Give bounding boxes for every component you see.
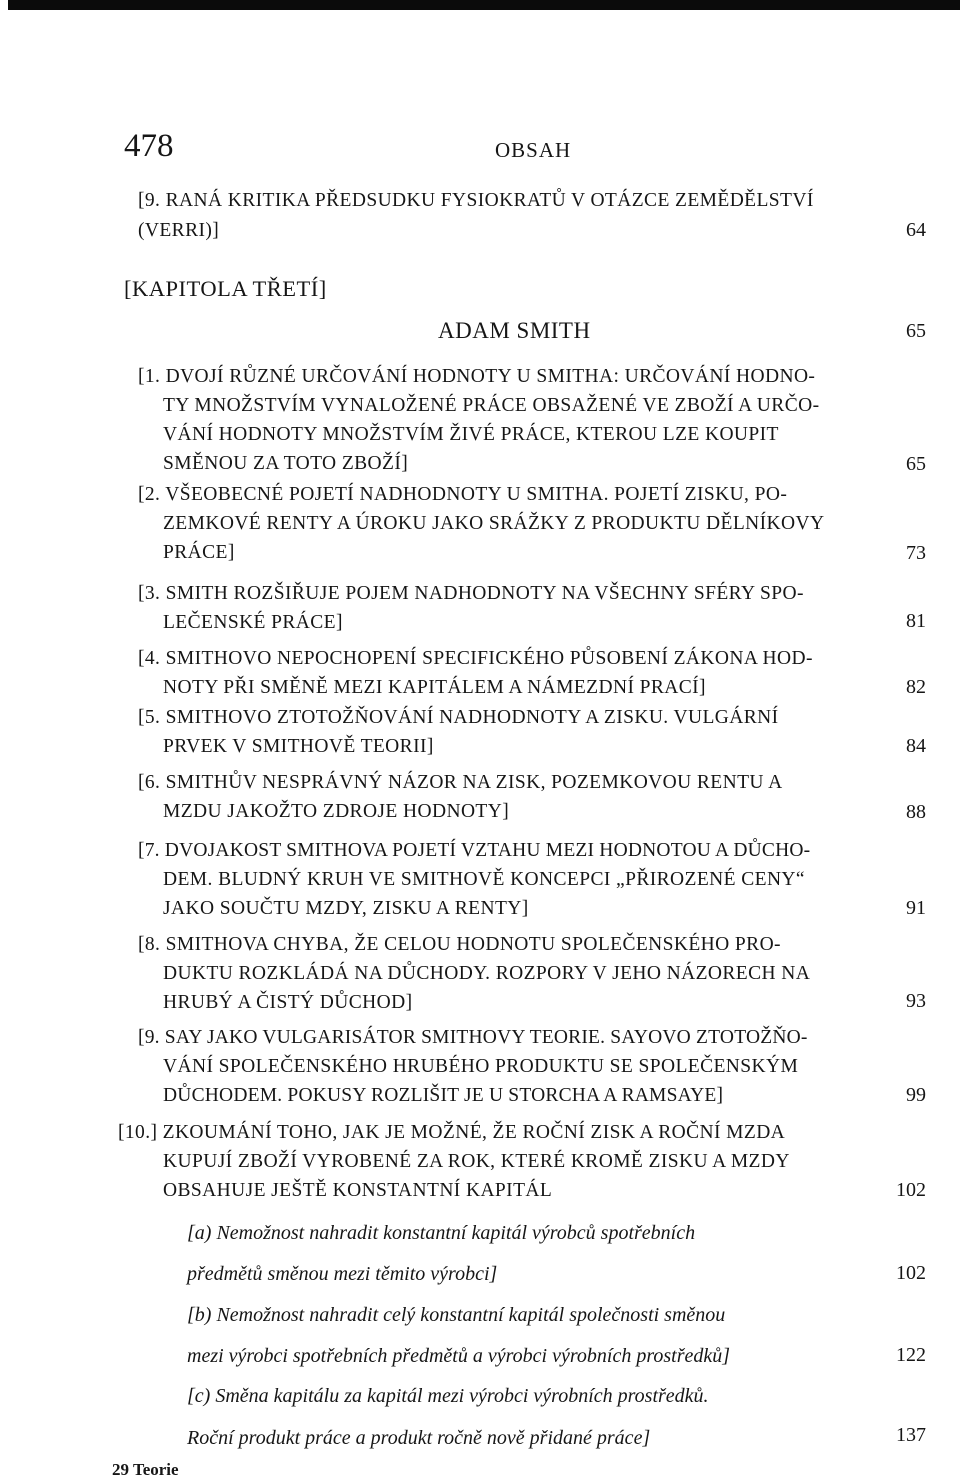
toc-line: LEČENSKÉ PRÁCE] (163, 612, 343, 633)
toc-page-number: 65 (906, 453, 926, 475)
toc-line: [9. SAY JAKO VULGARISÁTOR SMITHOVY TEORIE. SAYOVO ZTOTOŽŇO- (138, 1027, 808, 1048)
toc-line: HRUBÝ A ČISTÝ DŮCHOD] (163, 992, 413, 1013)
toc-page-number: 122 (896, 1344, 926, 1366)
toc-page-number: 93 (906, 990, 926, 1012)
toc-page-number: 99 (906, 1084, 926, 1106)
toc-line: [9. RANÁ KRITIKA PŘEDSUDKU FYSIOKRATŮ V OTÁZCE ZEMĚDĚLSTVÍ (138, 190, 814, 211)
toc-line: VÁNÍ HODNOTY MNOŽSTVÍM ŽIVÉ PRÁCE, KTEROU LZE KOUPIT (163, 424, 779, 445)
toc-page-number: 65 (906, 320, 926, 342)
toc-page-number: 81 (906, 610, 926, 632)
toc-subentry-line: [a) Nemožnost nahradit konstantní kapitál výrobců spotřebních (187, 1222, 696, 1244)
toc-page-number: 84 (906, 735, 926, 757)
toc-line: TY MNOŽSTVÍM VYNALOŽENÉ PRÁCE OBSAŽENÉ VE ZBOŽÍ A URČO- (163, 395, 820, 416)
toc-line: [6. SMITHŮV NESPRÁVNÝ NÁZOR NA ZISK, POZEMKOVOU RENTU A (138, 772, 783, 793)
toc-line: NOTY PŘI SMĚNĚ MEZI KAPITÁLEM A NÁMEZDNÍ PRACÍ] (163, 677, 706, 698)
toc-line: [10.] ZKOUMÁNÍ TOHO, JAK JE MOŽNÉ, ŽE ROČNÍ ZISK A ROČNÍ MZDA (118, 1122, 786, 1143)
chapter-heading: [KAPITOLA TŘETÍ] (124, 276, 327, 301)
toc-line: MZDU JAKOŽTO ZDROJE HODNOTY] (163, 801, 510, 822)
toc-page-number: 91 (906, 897, 926, 919)
toc-page-number: 88 (906, 801, 926, 823)
toc-line: [5. SMITHOVO ZTOTOŽŇOVÁNÍ NADHODNOTY A ZISKU. VULGÁRNÍ (138, 707, 779, 728)
toc-subentry-line: [b) Nemožnost nahradit celý konstantní kapitál společnosti směnou (187, 1304, 726, 1326)
toc-line: [8. SMITHOVA CHYBA, ŽE CELOU HODNOTU SPOLEČENSKÉHO PRO- (138, 934, 781, 955)
toc-line: PRÁCE] (163, 542, 235, 563)
top-edge-bar (8, 0, 960, 10)
toc-line: SMĚNOU ZA TOTO ZBOŽÍ] (163, 453, 409, 474)
printer-signature: 29 Teorie (112, 1460, 179, 1479)
toc-page-number: 102 (896, 1262, 926, 1284)
toc-subentry-line: [c) Směna kapitálu za kapitál mezi výrobci výrobních prostředků. (187, 1385, 709, 1407)
toc-line: DUKTU ROZKLÁDÁ NA DŮCHODY. ROZPORY V JEHO NÁZORECH NA (163, 963, 811, 984)
toc-page-number: 82 (906, 676, 926, 698)
toc-line: KUPUJÍ ZBOŽÍ VYROBENÉ ZA ROK, KTERÉ KROMĚ ZISKU A MZDY (163, 1151, 790, 1172)
toc-page-number: 64 (906, 219, 926, 241)
chapter-title: ADAM SMITH (438, 318, 591, 343)
toc-line: PRVEK V SMITHOVĚ TEORII] (163, 736, 434, 757)
toc-line: VÁNÍ SPOLEČENSKÉHO HRUBÉHO PRODUKTU SE SPOLEČENSKÝM (163, 1056, 799, 1077)
toc-subentry-line: předmětů směnou mezi těmito výrobci] (187, 1263, 498, 1285)
toc-page-number: 73 (906, 542, 926, 564)
toc-line: [1. DVOJÍ RŮZNÉ URČOVÁNÍ HODNOTY U SMITHA: URČOVÁNÍ HODNO- (138, 366, 816, 387)
toc-line: [2. VŠEOBECNÉ POJETÍ NADHODNOTY U SMITHA. POJETÍ ZISKU, PO- (138, 484, 788, 505)
toc-subentry-line: Roční produkt práce a produkt ročně nově přidané práce] (187, 1427, 651, 1449)
page-number: 478 (124, 128, 174, 164)
page-title: OBSAH (495, 138, 572, 162)
toc-page-number: 137 (896, 1424, 926, 1446)
toc-line: [7. DVOJAKOST SMITHOVA POJETÍ VZTAHU MEZI HODNOTOU A DŮCHO- (138, 840, 811, 861)
toc-line: JAKO SOUČTU MZDY, ZISKU A RENTY] (163, 898, 529, 919)
toc-line: OBSAHUJE JEŠTĚ KONSTANTNÍ KAPITÁL (163, 1180, 553, 1201)
toc-line: ZEMKOVÉ RENTY A ÚROKU JAKO SRÁŽKY Z PRODUKTU DĚLNÍKOVY (163, 513, 825, 534)
toc-line: (VERRI)] (138, 220, 220, 241)
toc-line: [3. SMITH ROZŠIŘUJE POJEM NADHODNOTY NA VŠECHNY SFÉRY SPO- (138, 583, 804, 604)
toc-line: DŮCHODEM. POKUSY ROZLIŠIT JE U STORCHA A RAMSAYE] (163, 1085, 724, 1106)
toc-line: [4. SMITHOVO NEPOCHOPENÍ SPECIFICKÉHO PŮSOBENÍ ZÁKONA HOD- (138, 648, 813, 669)
toc-subentry-line: mezi výrobci spotřebních předmětů a výrobci výrobních prostředků] (187, 1345, 731, 1367)
toc-page-number: 102 (896, 1179, 926, 1201)
toc-line: DEM. BLUDNÝ KRUH VE SMITHOVĚ KONCEPCI „PŘIROZENÉ CENY“ (163, 869, 805, 890)
